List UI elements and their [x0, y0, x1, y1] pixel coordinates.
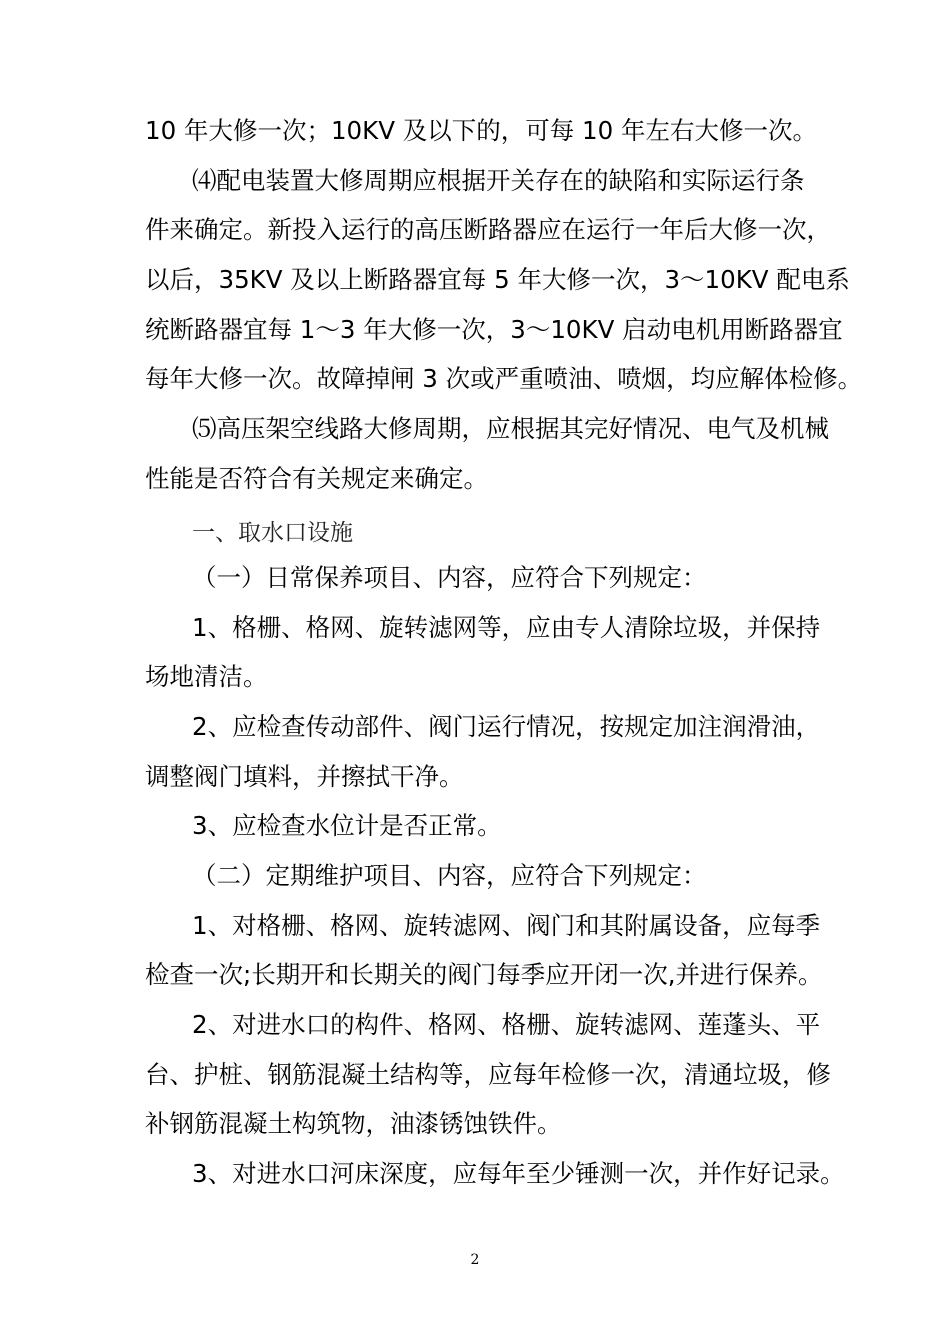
page-number: 2 — [470, 1252, 480, 1268]
text-line-6: 每年大修一次。故障掉闸 3 次或严重喷油、喷烟，均应解体检修。 — [145, 364, 863, 393]
text-line-2: ⑷配电装置大修周期应根据开关存在的缺陷和实际运行条 — [192, 166, 805, 195]
text-line-15: 3、应检查水位计是否正常。 — [192, 811, 502, 840]
text-line-22: 3、对进水口河床深度，应每年至少锤测一次，并作好记录。 — [192, 1159, 845, 1188]
text-line-19: 2、对进水口的构件、格网、格栅、旋转滤网、莲蓬头、平 — [192, 1010, 821, 1039]
text-line-1: 10 年大修一次；10KV 及以下的，可每 10 年左右大修一次。 — [145, 116, 818, 145]
subsection-heading-2: （二）定期维护项目、内容，应符合下列规定： — [192, 861, 707, 890]
text-line-18: 检查一次;长期开和长期关的阀门每季应开闭一次,并进行保养。 — [145, 960, 823, 989]
text-line-11: 1、格栅、格网、旋转滤网等，应由专人清除垃圾，并保持 — [192, 613, 821, 642]
text-line-3: 件来确定。新投入运行的高压断路器应在运行一年后大修一次， — [145, 215, 831, 244]
text-line-8: 性能是否符合有关规定来确定。 — [145, 464, 488, 493]
text-line-13: 2、应检查传动部件、阀门运行情况，按规定加注润滑油， — [192, 712, 821, 741]
subsection-heading-1: （一）日常保养项目、内容，应符合下列规定： — [192, 563, 707, 592]
text-line-12: 场地清洁。 — [145, 662, 268, 691]
section-heading: 一、取水口设施 — [192, 520, 353, 546]
text-line-7: ⑸高压架空线路大修周期，应根据其完好情况、电气及机械 — [192, 414, 829, 443]
text-line-4: 以后，35KV 及以上断路器宜每 5 年大修一次，3～10KV 配电系 — [145, 265, 850, 294]
text-line-17: 1、对格栅、格网、旋转滤网、阀门和其附属设备，应每季 — [192, 911, 821, 940]
text-line-20: 台、护桩、钢筋混凝土结构等，应每年检修一次，清通垃圾，修 — [145, 1060, 831, 1089]
text-line-21: 补钢筋混凝土构筑物，油漆锈蚀铁件。 — [145, 1109, 562, 1138]
text-line-5: 统断路器宜每 1～3 年大修一次，3～10KV 启动电机用断路器宜 — [145, 315, 843, 344]
text-line-14: 调整阀门填料，并擦拭干净。 — [145, 762, 464, 791]
